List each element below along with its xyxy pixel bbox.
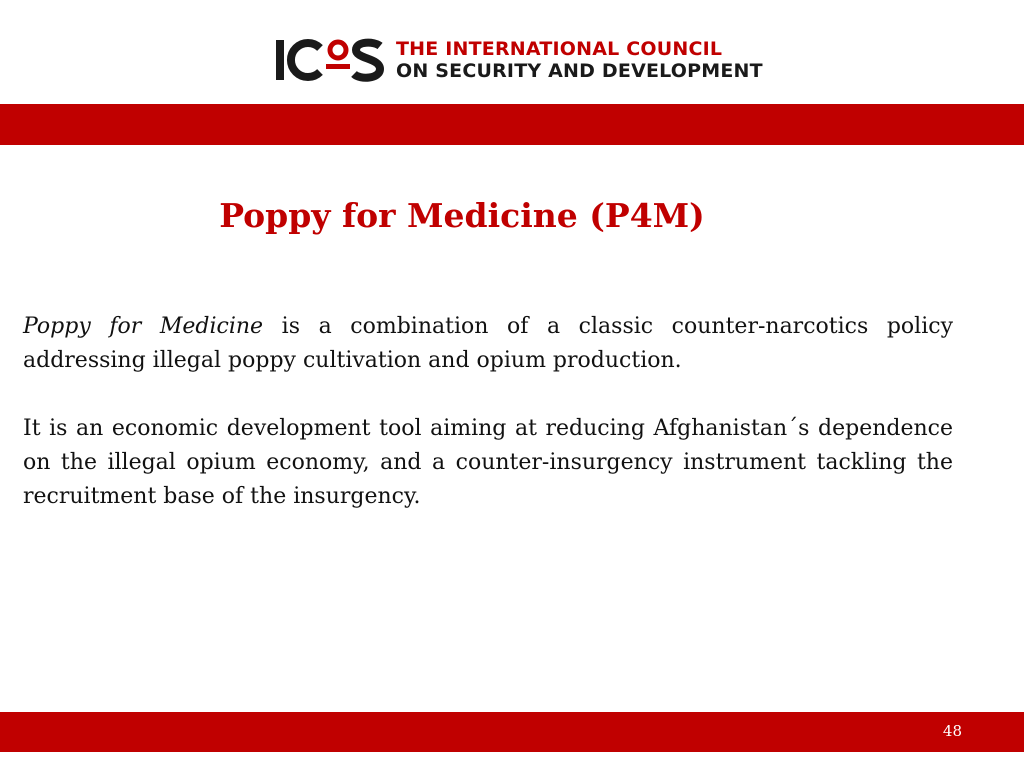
icos-logo-mark — [276, 36, 384, 84]
paragraph-1 — [23, 310, 953, 378]
org-name-line2: ON SECURITY AND DEVELOPMENT — [396, 60, 763, 82]
paragraph-1-lead: Poppy for Medicine — [23, 314, 264, 339]
org-name — [396, 38, 763, 82]
org-name-line1: THE INTERNATIONAL COUNCIL — [396, 38, 723, 60]
slide-header — [0, 0, 1024, 104]
paragraph-1-rest: is a combination of a classic counter-narcotics policy addressing illegal poppy cultivation and opium production. — [23, 314, 953, 373]
footer-red-band — [0, 712, 1024, 752]
paragraph-2: It is an economic development tool aiming at reducing Afghanistan´s dependence on the illegal opium economy, and a counter-insurgency instrument tackling the recruitment base of the insurgency. — [23, 416, 953, 509]
slide-body — [23, 310, 953, 548]
page-number: 48 — [942, 722, 962, 740]
slide-title: Poppy for Medicine (P4M) — [219, 196, 705, 235]
header-red-band — [0, 104, 1024, 145]
icos-logo — [276, 36, 763, 84]
